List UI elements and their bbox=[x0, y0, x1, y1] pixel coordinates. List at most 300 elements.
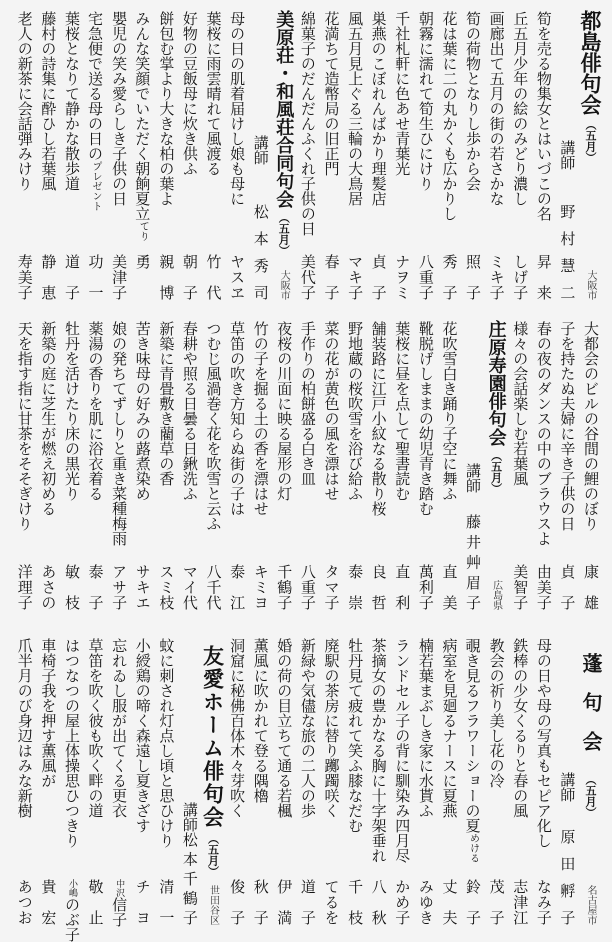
haiku-text-main: 綿菓子のだんだんふくれ子供の日 bbox=[298, 11, 317, 236]
haiku-text bbox=[319, 8, 343, 176]
haiku-text bbox=[555, 318, 579, 531]
author-name: のぶ子 bbox=[62, 897, 81, 942]
author-name: 洋理子 bbox=[15, 564, 34, 610]
author-prefix: 中沢 bbox=[114, 879, 125, 897]
haiku-author bbox=[83, 879, 107, 925]
instructor-line bbox=[555, 635, 579, 925]
haiku-text bbox=[508, 635, 532, 818]
haiku-text bbox=[366, 635, 390, 863]
haiku-text bbox=[413, 318, 437, 516]
haiku-text-main: 野地蔵の桜吹雪を浴び給ふ bbox=[346, 321, 365, 501]
haiku-author bbox=[484, 879, 508, 925]
haiku-text-main: 教会の祈り美し花の冷 bbox=[487, 638, 506, 788]
haiku-text bbox=[36, 635, 60, 788]
author-name: 昇来 bbox=[534, 254, 553, 300]
haiku-line bbox=[460, 635, 484, 925]
instructor-line bbox=[460, 318, 484, 610]
haiku-text bbox=[342, 635, 366, 833]
haiku-line bbox=[484, 635, 508, 925]
haiku-text-main: 天を指す指に甘茶をそそぎけり bbox=[15, 321, 34, 531]
haiku-text-main: 葉桜に雨雲晴れて風渡る bbox=[204, 11, 223, 176]
author-name: 朝子 bbox=[180, 254, 199, 300]
haiku-text-main: 夜桜の川面に映る屋形の灯 bbox=[275, 321, 294, 501]
haiku-text-main: 老人の新茶に会話弾みけり bbox=[15, 11, 34, 191]
instructor-label: 講師 bbox=[180, 802, 199, 832]
author-name: 萬利子 bbox=[416, 564, 435, 610]
haiku-text bbox=[225, 318, 249, 516]
author-name: ミキ子 bbox=[487, 254, 506, 300]
author-name: 道子 bbox=[298, 879, 317, 925]
haiku-author bbox=[83, 254, 107, 300]
haiku-text-main: 新築に青畳敷き藺草の香 bbox=[157, 321, 176, 486]
haiku-text bbox=[83, 318, 107, 501]
haiku-line bbox=[12, 635, 36, 925]
author-name: 竹代 bbox=[204, 254, 223, 300]
group-month: （五月） bbox=[277, 212, 291, 256]
haiku-text-main: 様々の会話楽しむ若葉風 bbox=[511, 321, 530, 486]
author-name: 志津江 bbox=[511, 879, 530, 925]
haiku-author bbox=[36, 564, 60, 610]
group-month: （五月） bbox=[206, 833, 220, 877]
haiku-line bbox=[578, 318, 602, 610]
haiku-line bbox=[342, 635, 366, 925]
haiku-text bbox=[201, 8, 225, 176]
haiku-line bbox=[413, 635, 437, 925]
instructor-line bbox=[177, 635, 201, 925]
haiku-text-main: 廃駅の茶房に替り躑躅咲く bbox=[322, 638, 341, 818]
haiku-author bbox=[366, 879, 390, 925]
haiku-text-main: 楠若葉まぶしき家に水貰ふ bbox=[416, 638, 435, 818]
haiku-line bbox=[225, 318, 249, 610]
haiku-line bbox=[272, 318, 296, 610]
haiku-line bbox=[59, 8, 83, 300]
haiku-text-main: 小綬鶏の啼く森遠し夏きざす bbox=[133, 638, 152, 833]
haiku-author bbox=[107, 564, 131, 610]
haiku-author bbox=[248, 879, 272, 925]
haiku-text bbox=[272, 635, 296, 818]
instructor-label: 講師 bbox=[558, 772, 577, 802]
haiku-line bbox=[319, 8, 343, 300]
haiku-author bbox=[319, 254, 343, 300]
haiku-text bbox=[154, 635, 178, 848]
author-name: 泰子 bbox=[86, 564, 105, 610]
author-name: 美津子 bbox=[110, 254, 129, 300]
haiku-text bbox=[508, 318, 532, 486]
haiku-line bbox=[36, 635, 60, 925]
haiku-line bbox=[366, 635, 390, 925]
haiku-text-main: 婚の荷の目立ちて通る若楓 bbox=[275, 638, 294, 818]
haiku-line bbox=[59, 318, 83, 610]
author-name: 静恵 bbox=[39, 254, 58, 300]
haiku-line bbox=[130, 8, 154, 300]
group-title: 庄原寿園俳句会 bbox=[485, 320, 507, 446]
haiku-author bbox=[12, 564, 36, 610]
haiku-line bbox=[390, 635, 414, 925]
haiku-text bbox=[484, 635, 508, 788]
haiku-text bbox=[413, 8, 437, 191]
haiku-author bbox=[272, 879, 296, 925]
haiku-text-main: 朝霧に濡れて筍生ひにけり bbox=[416, 11, 435, 191]
haiku-text bbox=[201, 318, 225, 531]
haiku-author bbox=[366, 564, 390, 610]
haiku-text-main: 嬰児の笑み愛らしき子供の日 bbox=[110, 11, 129, 206]
haiku-line bbox=[201, 318, 225, 610]
author-name: みゆき bbox=[416, 879, 435, 925]
haiku-text-main: みんな笑顔でいただく朝餉夏立 bbox=[133, 11, 152, 221]
haiku-author bbox=[130, 564, 154, 610]
haiku-text bbox=[59, 635, 83, 848]
haiku-text-main: 餅包む掌より大きな柏の葉よ bbox=[157, 11, 176, 206]
haiku-line bbox=[437, 8, 461, 300]
haiku-line bbox=[12, 8, 36, 300]
author-name: マイ代 bbox=[180, 564, 199, 610]
haiku-line bbox=[248, 318, 272, 610]
author-name: 親博 bbox=[157, 254, 176, 300]
author-name: てるを bbox=[322, 879, 341, 925]
haiku-text-main: 蚊に刺され灯点し頃と思ひけり bbox=[157, 638, 176, 848]
haiku-text bbox=[342, 318, 366, 501]
haiku-text-main: 葉桜に昼を点して聖書読む bbox=[393, 321, 412, 501]
haiku-line bbox=[248, 635, 272, 925]
haiku-author bbox=[154, 254, 178, 300]
haiku-text-main: 草笛の吹き方知らぬ街の子は bbox=[228, 321, 247, 516]
haiku-line bbox=[130, 318, 154, 610]
group-month: （五月） bbox=[584, 119, 597, 163]
haiku-text bbox=[295, 8, 319, 236]
haiku-text-main: つむじ風渦巻く花を吹雪と云ふ bbox=[204, 321, 223, 531]
haiku-author bbox=[390, 254, 414, 300]
group-header bbox=[578, 8, 602, 300]
author-name: キミヨ bbox=[251, 564, 270, 610]
haiku-author bbox=[366, 254, 390, 300]
haiku-author bbox=[342, 879, 366, 925]
haiku-line bbox=[225, 8, 249, 300]
author-name: 良哲 bbox=[369, 564, 388, 610]
haiku-line bbox=[508, 635, 532, 925]
haiku-line bbox=[154, 635, 178, 925]
haiku-text-main: 薬湯の香りを肌に浴衣着る bbox=[86, 321, 105, 501]
haiku-text bbox=[437, 318, 461, 501]
haiku-line bbox=[460, 8, 484, 300]
haiku-line bbox=[225, 635, 249, 925]
haiku-text-main: 菜の花が黄色の風を漂はせ bbox=[322, 321, 341, 501]
haiku-author bbox=[272, 564, 296, 610]
haiku-text-main: はつなつの屋上体操思ひつきり bbox=[62, 638, 81, 848]
haiku-author bbox=[390, 879, 414, 925]
haiku-author bbox=[531, 564, 555, 610]
haiku-author bbox=[460, 879, 484, 925]
haiku-text bbox=[319, 635, 343, 818]
author-name: 貴宏 bbox=[39, 879, 58, 925]
haiku-text-main: 母の日や母の写真もセピア化し bbox=[534, 638, 553, 848]
haiku-text bbox=[177, 318, 201, 501]
page-band-middle bbox=[10, 318, 602, 610]
haiku-text-main: 苦き味母の好みの蕗煮染め bbox=[133, 321, 152, 501]
haiku-author bbox=[201, 564, 225, 610]
haiku-text bbox=[12, 318, 36, 531]
haiku-author bbox=[225, 254, 249, 300]
haiku-line bbox=[508, 8, 532, 300]
haiku-author bbox=[248, 564, 272, 610]
instructor-label: 講師 bbox=[251, 135, 270, 165]
haiku-line bbox=[508, 318, 532, 610]
haiku-author bbox=[508, 254, 532, 300]
haiku-text-main: 新緑や気儘な旅の二人の歩 bbox=[298, 638, 317, 818]
haiku-line bbox=[36, 318, 60, 610]
author-name: 貞子 bbox=[369, 254, 388, 300]
haiku-line bbox=[177, 318, 201, 610]
haiku-line bbox=[319, 318, 343, 610]
author-name: 清一 bbox=[157, 879, 176, 925]
haiku-text-main: 牡丹を活けたり床の黒光り bbox=[62, 321, 81, 501]
haiku-author bbox=[319, 564, 343, 610]
haiku-line bbox=[83, 8, 107, 300]
author-name: 千鶴子 bbox=[275, 564, 294, 610]
group-header bbox=[484, 318, 508, 610]
haiku-author bbox=[531, 879, 555, 925]
haiku-text bbox=[82, 8, 107, 211]
haiku-text-main: 花満ちて造幣局の旧正門 bbox=[322, 11, 341, 176]
haiku-text-main: 巣燕のこぼれんばかり理髪店 bbox=[369, 11, 388, 206]
haiku-text bbox=[437, 635, 461, 818]
haiku-text-main: 草笛を吹く彼も吹く畔の道 bbox=[86, 638, 105, 818]
author-name: 鈴子 bbox=[464, 879, 483, 925]
haiku-text bbox=[107, 8, 131, 206]
haiku-text-main: 手作りの柏餅盛る白き皿 bbox=[298, 321, 317, 486]
group-month: （五月） bbox=[584, 774, 597, 818]
haiku-line bbox=[390, 318, 414, 610]
haiku-text-main: 画廊出て五月の街の若さかな bbox=[487, 11, 506, 206]
group-location: 世田谷区 bbox=[207, 885, 219, 925]
haiku-line bbox=[319, 635, 343, 925]
haiku-line bbox=[437, 318, 461, 610]
author-name: 敏枝 bbox=[62, 564, 81, 610]
author-name: 八重子 bbox=[416, 254, 435, 300]
haiku-text-main: 車椅子我を押す薫風が bbox=[39, 638, 58, 788]
group-location: 大阪市 bbox=[585, 270, 596, 300]
group-header bbox=[201, 635, 225, 925]
haiku-text-main: 春の夜のダンスの中のブラウスよ bbox=[534, 321, 553, 546]
author-name: 美智子 bbox=[511, 564, 530, 610]
haiku-line bbox=[12, 318, 36, 610]
instructor-name: 野村慧二 bbox=[558, 204, 577, 300]
haiku-line bbox=[342, 8, 366, 300]
haiku-line bbox=[107, 318, 131, 610]
haiku-author bbox=[225, 564, 249, 610]
author-name: マキ子 bbox=[346, 254, 365, 300]
author-name: 伊満 bbox=[275, 879, 294, 925]
haiku-line bbox=[413, 8, 437, 300]
haiku-text bbox=[12, 635, 36, 818]
author-name: 泰江 bbox=[228, 564, 247, 610]
haiku-author bbox=[508, 564, 532, 610]
haiku-author bbox=[36, 879, 60, 925]
author-name: 康雄 bbox=[582, 564, 600, 610]
haiku-text bbox=[484, 8, 508, 206]
haiku-author bbox=[437, 879, 461, 925]
haiku-author bbox=[83, 564, 107, 610]
haiku-text-main: 藤村の詩集に酔ひし若葉風 bbox=[39, 11, 58, 191]
author-name: 茂子 bbox=[487, 879, 506, 925]
haiku-author bbox=[460, 254, 484, 300]
haiku-text bbox=[225, 8, 249, 206]
haiku-text-main: ランドセル子の背に馴染み四月尽 bbox=[393, 638, 412, 863]
haiku-text bbox=[295, 318, 319, 486]
haiku-author bbox=[130, 254, 154, 300]
author-name: 貞子 bbox=[558, 564, 577, 610]
haiku-author bbox=[390, 564, 414, 610]
haiku-line bbox=[531, 318, 555, 610]
haiku-text bbox=[531, 635, 555, 848]
haiku-text-main: 忘れゐし服が出てくる更衣 bbox=[110, 638, 129, 818]
haiku-line bbox=[295, 8, 319, 300]
haiku-text-main: 母の日の肌着届けし娘も母に bbox=[228, 11, 247, 206]
haiku-text bbox=[59, 8, 83, 191]
author-name: かめ子 bbox=[393, 879, 412, 925]
haiku-line bbox=[107, 8, 131, 300]
author-name: 千枝 bbox=[346, 879, 365, 925]
haiku-text-small: プレゼント bbox=[90, 161, 102, 211]
haiku-author bbox=[413, 254, 437, 300]
haiku-text bbox=[460, 8, 484, 191]
haiku-author bbox=[508, 879, 532, 925]
author-name: あつお bbox=[15, 879, 34, 925]
group-title: 友愛ホーム俳句会 bbox=[200, 645, 226, 829]
haiku-text-main: 花吹雪白き踊り子空に舞ふ bbox=[440, 321, 459, 501]
haiku-text bbox=[107, 318, 131, 546]
haiku-line bbox=[366, 318, 390, 610]
haiku-author bbox=[531, 254, 555, 300]
haiku-text-main: 春耕や照る日曇る日鍬洗ふ bbox=[180, 321, 199, 501]
haiku-text-main: 子を持たぬ夫婦に辛き子供の日 bbox=[558, 321, 577, 531]
haiku-author bbox=[295, 564, 319, 610]
group-location: 広島県 bbox=[490, 580, 502, 610]
haiku-line bbox=[59, 635, 83, 942]
group-month: （五月） bbox=[489, 450, 503, 494]
haiku-line bbox=[295, 318, 319, 610]
haiku-line bbox=[154, 8, 178, 300]
haiku-author bbox=[12, 879, 36, 925]
haiku-text bbox=[154, 318, 178, 486]
author-name: 由美子 bbox=[534, 564, 553, 610]
haiku-text bbox=[390, 635, 414, 863]
haiku-text-small: てり bbox=[137, 221, 149, 241]
haiku-text-main: 宅急便で送る母の日の bbox=[86, 11, 105, 161]
author-name: 八秋 bbox=[369, 879, 388, 925]
haiku-author bbox=[295, 879, 319, 925]
haiku-author bbox=[177, 564, 201, 610]
haiku-text bbox=[295, 635, 319, 818]
haiku-text bbox=[130, 8, 155, 241]
haiku-text bbox=[59, 318, 83, 501]
page-band-top bbox=[10, 8, 602, 300]
instructor-name: 松本秀司 bbox=[251, 204, 270, 300]
author-name: 春子 bbox=[322, 254, 341, 300]
author-name: 敬止 bbox=[86, 879, 105, 925]
haiku-author bbox=[225, 879, 249, 925]
author-name: 秀子 bbox=[440, 254, 459, 300]
haiku-line bbox=[342, 318, 366, 610]
haiku-text bbox=[130, 318, 154, 501]
author-name: タマ子 bbox=[322, 564, 341, 610]
haiku-line bbox=[177, 8, 201, 300]
haiku-author bbox=[59, 879, 83, 942]
haiku-line bbox=[531, 635, 555, 925]
author-name: 美代子 bbox=[298, 254, 317, 300]
author-name: チヨ bbox=[133, 879, 152, 925]
haiku-text-main: 葉桜となりて静かな散歩道 bbox=[62, 11, 81, 191]
haiku-author bbox=[295, 254, 319, 300]
author-name: 八千代 bbox=[204, 564, 223, 610]
haiku-line bbox=[107, 635, 131, 925]
haiku-text bbox=[460, 635, 485, 863]
author-name: サキエ bbox=[133, 564, 152, 610]
haiku-text bbox=[531, 8, 555, 221]
haiku-text-main: 靴脱げしままの幼児青き踏む bbox=[416, 321, 435, 516]
haiku-line bbox=[272, 635, 296, 925]
haiku-author bbox=[555, 564, 579, 610]
haiku-author bbox=[484, 254, 508, 300]
haiku-text bbox=[413, 635, 437, 818]
haiku-text bbox=[508, 8, 532, 206]
haiku-line bbox=[484, 8, 508, 300]
haiku-text-main: 舗装路に江戸小紋なる散り桜 bbox=[369, 321, 388, 516]
haiku-text bbox=[319, 318, 343, 501]
author-name: 丈夫 bbox=[440, 879, 459, 925]
haiku-author bbox=[107, 254, 131, 300]
haiku-text-main: 竹の子を掘る土の香を漂はせ bbox=[251, 321, 270, 516]
haiku-text bbox=[366, 8, 390, 206]
haiku-text bbox=[225, 635, 249, 818]
haiku-text-main: 洞窟に秘佛百体木々芽吹く bbox=[228, 638, 247, 818]
haiku-text-main: 爪半月のび身辺はみな新樹 bbox=[15, 638, 34, 818]
author-name: 寿美子 bbox=[15, 254, 34, 300]
haiku-author bbox=[107, 879, 131, 925]
haiku-author bbox=[413, 564, 437, 610]
haiku-line bbox=[83, 635, 107, 925]
haiku-author bbox=[59, 254, 83, 300]
author-name: 功一 bbox=[86, 254, 105, 300]
haiku-text bbox=[578, 318, 602, 531]
author-name: なみ子 bbox=[534, 879, 553, 925]
haiku-text-main: 娘の発ちてずしりと重き菜種梅雨 bbox=[110, 321, 129, 546]
haiku-author bbox=[319, 879, 343, 925]
haiku-text-main: 筍の荷物となりし歩から会 bbox=[464, 11, 483, 191]
haiku-line bbox=[413, 318, 437, 610]
author-name: あさの bbox=[39, 564, 58, 610]
haiku-author bbox=[12, 254, 36, 300]
haiku-text bbox=[342, 8, 366, 206]
author-name: 八重子 bbox=[298, 564, 317, 610]
author-name: 俊子 bbox=[228, 879, 247, 925]
haiku-text bbox=[130, 635, 154, 833]
haiku-author bbox=[154, 564, 178, 610]
haiku-text-main: 病室を見廻るナースに夏燕 bbox=[440, 638, 459, 818]
author-prefix: 小嶋 bbox=[66, 879, 77, 897]
haiku-author bbox=[578, 564, 602, 610]
haiku-author bbox=[36, 254, 60, 300]
group-title: 美原荘・和風荘合同句会 bbox=[273, 10, 295, 208]
haiku-text bbox=[83, 635, 107, 818]
haiku-line bbox=[390, 8, 414, 300]
instructor-name: 藤井艸眉子 bbox=[464, 514, 483, 610]
haiku-author bbox=[154, 879, 178, 925]
haiku-author bbox=[59, 564, 83, 610]
haiku-line bbox=[437, 635, 461, 925]
author-name: 道子 bbox=[62, 254, 81, 300]
haiku-text bbox=[366, 318, 390, 516]
author-name: ナヲミ bbox=[393, 254, 412, 300]
